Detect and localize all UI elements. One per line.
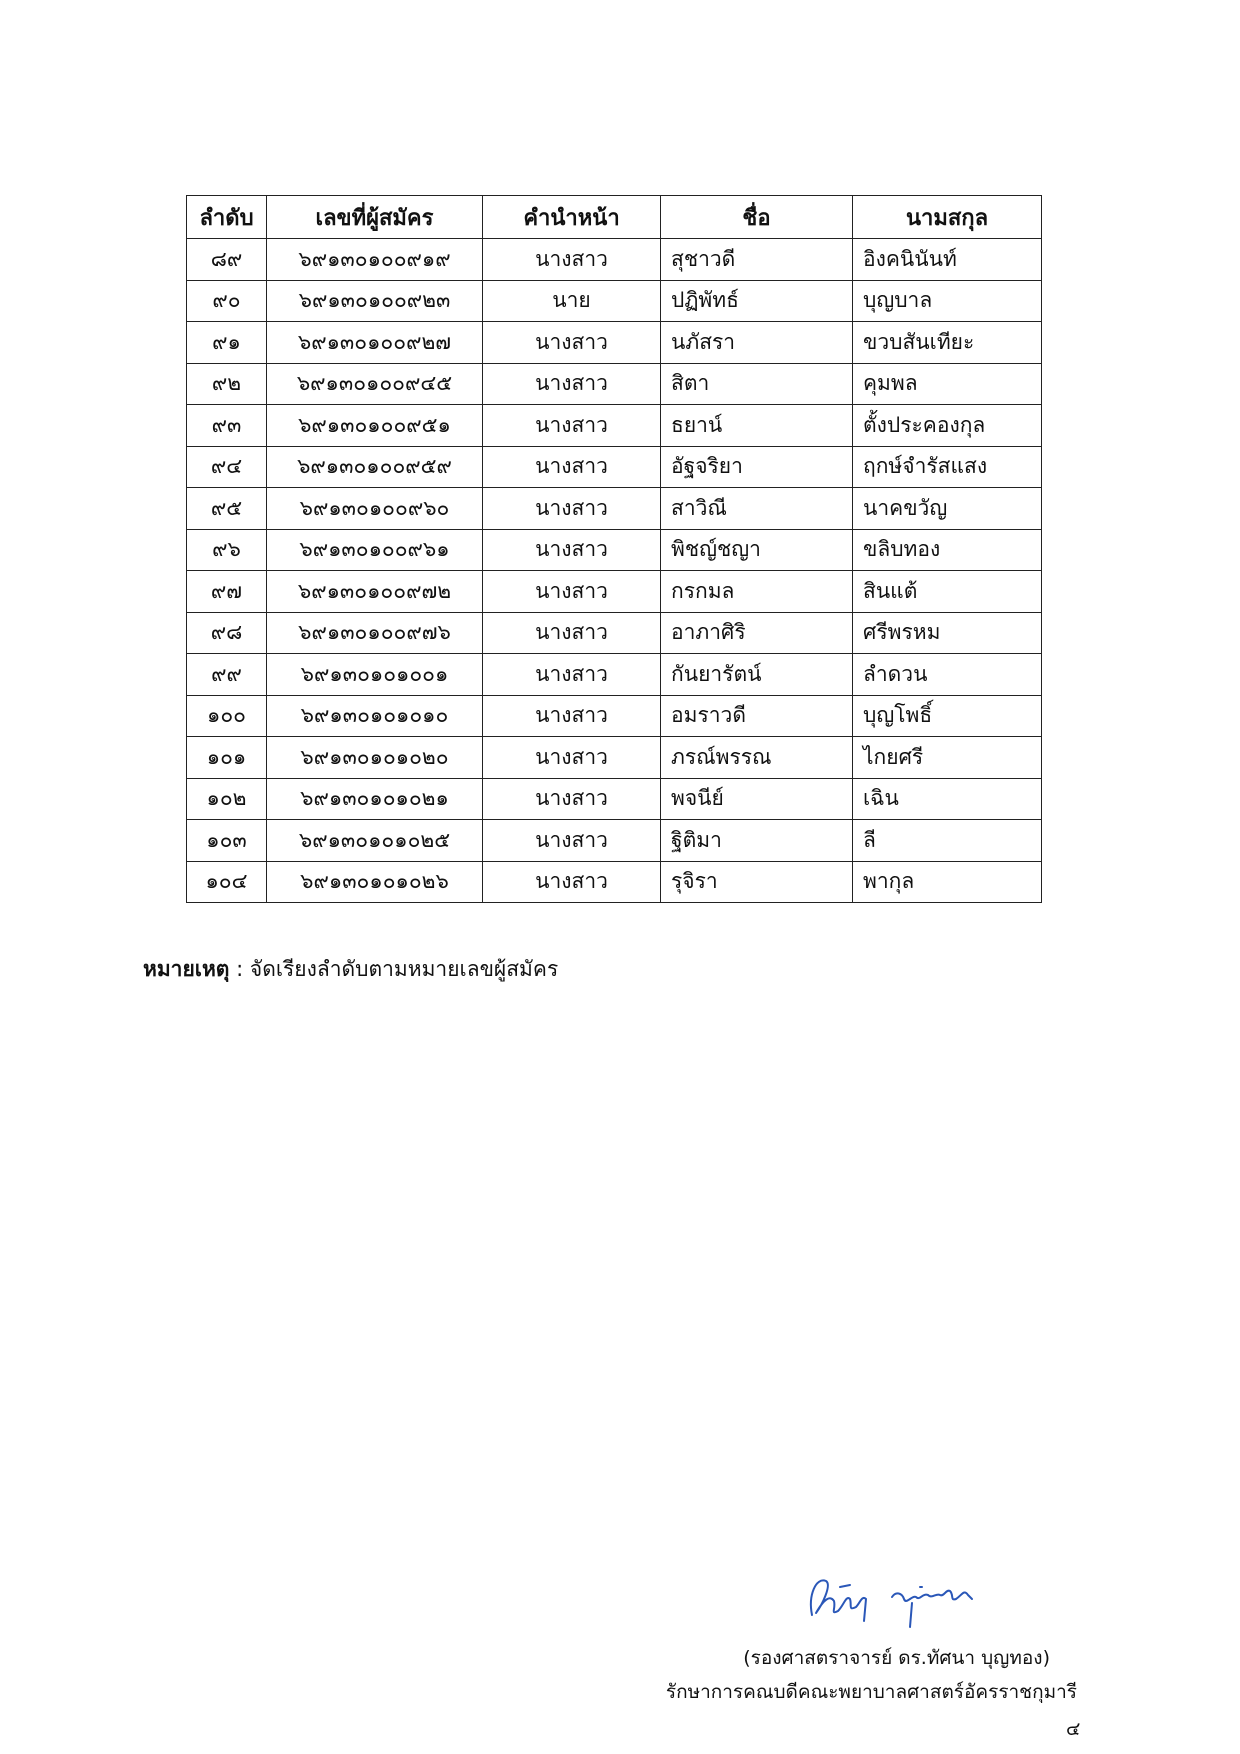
- table-row: [187, 820, 1042, 862]
- cell-last-name: อิงคนินันท์: [853, 239, 1042, 281]
- table-row: [187, 405, 1042, 447]
- cell-no: ๑๐๒: [187, 778, 267, 820]
- cell-applicant-id: ๖๙๑๓๐๑๐๐๙๕๑: [267, 405, 483, 447]
- cell-no: ๙๑: [187, 322, 267, 364]
- table-row: [187, 695, 1042, 737]
- cell-prefix: นาย: [483, 280, 661, 322]
- cell-prefix: นางสาว: [483, 778, 661, 820]
- cell-no: ๑๐๔: [187, 861, 267, 903]
- applicant-table: [186, 195, 1042, 903]
- cell-last-name: พากุล: [853, 861, 1042, 903]
- cell-prefix: นางสาว: [483, 737, 661, 779]
- cell-prefix: นางสาว: [483, 695, 661, 737]
- cell-no: ๙๔: [187, 446, 267, 488]
- cell-last-name: คุมพล: [853, 363, 1042, 405]
- cell-applicant-id: ๖๙๑๓๐๑๐๐๙๑๙: [267, 239, 483, 281]
- cell-applicant-id: ๖๙๑๓๐๑๐๐๙๗๒: [267, 571, 483, 613]
- cell-applicant-id: ๖๙๑๓๐๑๐๑๐๒๕: [267, 820, 483, 862]
- cell-no: ๙๓: [187, 405, 267, 447]
- cell-applicant-id: ๖๙๑๓๐๑๐๐๙๕๙: [267, 446, 483, 488]
- table-header-row: [187, 196, 1042, 239]
- table-row: [187, 239, 1042, 281]
- cell-first-name: พิชญ์ชญา: [661, 529, 853, 571]
- cell-applicant-id: ๖๙๑๓๐๑๐๐๙๒๓: [267, 280, 483, 322]
- cell-no: ๑๐๐: [187, 695, 267, 737]
- cell-prefix: นางสาว: [483, 239, 661, 281]
- signer-position: รักษาการคณบดีคณะพยาบาลศาสตร์อัครราชกุมารี: [665, 1681, 1077, 1703]
- cell-first-name: สาวิณี: [661, 488, 853, 530]
- cell-applicant-id: ๖๙๑๓๐๑๐๐๙๗๖: [267, 612, 483, 654]
- cell-prefix: นางสาว: [483, 571, 661, 613]
- table-row: [187, 363, 1042, 405]
- header-prefix: คำนำหน้า: [483, 196, 661, 239]
- cell-first-name: อาภาศิริ: [661, 612, 853, 654]
- cell-last-name: บุญบาล: [853, 280, 1042, 322]
- note: [143, 953, 558, 986]
- cell-no: ๙๘: [187, 612, 267, 654]
- cell-prefix: นางสาว: [483, 322, 661, 364]
- table-row: [187, 322, 1042, 364]
- table-row: [187, 737, 1042, 779]
- cell-first-name: สุชาวดี: [661, 239, 853, 281]
- cell-prefix: นางสาว: [483, 654, 661, 696]
- signer-name: (รองศาสตราจารย์ ดร.ทัศนา บุญทอง): [743, 1647, 1050, 1669]
- cell-first-name: อัฐจริยา: [661, 446, 853, 488]
- cell-prefix: นางสาว: [483, 861, 661, 903]
- cell-first-name: กรกมล: [661, 571, 853, 613]
- cell-no: ๑๐๑: [187, 737, 267, 779]
- cell-last-name: ลำดวน: [853, 654, 1042, 696]
- cell-last-name: ตั้งประคองกุล: [853, 405, 1042, 447]
- cell-prefix: นางสาว: [483, 820, 661, 862]
- cell-no: ๑๐๓: [187, 820, 267, 862]
- cell-no: ๙๗: [187, 571, 267, 613]
- cell-prefix: นางสาว: [483, 488, 661, 530]
- cell-first-name: นภัสรา: [661, 322, 853, 364]
- cell-no: ๙๖: [187, 529, 267, 571]
- table-row: [187, 654, 1042, 696]
- cell-last-name: ศรีพรหม: [853, 612, 1042, 654]
- cell-last-name: ขลิบทอง: [853, 529, 1042, 571]
- cell-last-name: นาคขวัญ: [853, 488, 1042, 530]
- cell-no: ๘๙: [187, 239, 267, 281]
- cell-applicant-id: ๖๙๑๓๐๑๐๑๐๑๐: [267, 695, 483, 737]
- cell-prefix: นางสาว: [483, 612, 661, 654]
- header-no: ลำดับ: [187, 196, 267, 239]
- signature-image: [800, 1565, 1000, 1635]
- cell-last-name: บุญโพธิ์: [853, 695, 1042, 737]
- table-row: [187, 280, 1042, 322]
- table-row: [187, 446, 1042, 488]
- cell-no: ๙๕: [187, 488, 267, 530]
- table-body: [187, 239, 1042, 903]
- cell-prefix: นางสาว: [483, 363, 661, 405]
- cell-applicant-id: ๖๙๑๓๐๑๐๑๐๒๐: [267, 737, 483, 779]
- cell-applicant-id: ๖๙๑๓๐๑๐๑๐๐๑: [267, 654, 483, 696]
- cell-first-name: สิตา: [661, 363, 853, 405]
- table-row: [187, 571, 1042, 613]
- note-separator: :: [229, 957, 250, 981]
- header-first-name: ชื่อ: [661, 196, 853, 239]
- table-row: [187, 778, 1042, 820]
- cell-no: ๙๒: [187, 363, 267, 405]
- cell-applicant-id: ๖๙๑๓๐๑๐๑๐๒๑: [267, 778, 483, 820]
- header-applicant-id: เลขที่ผู้สมัคร: [267, 196, 483, 239]
- cell-applicant-id: ๖๙๑๓๐๑๐๑๐๒๖: [267, 861, 483, 903]
- cell-first-name: ธยาน์: [661, 405, 853, 447]
- cell-first-name: กันยารัตน์: [661, 654, 853, 696]
- note-label: หมายเหตุ: [143, 957, 230, 981]
- cell-first-name: ปฏิพัทธ์: [661, 280, 853, 322]
- cell-applicant-id: ๖๙๑๓๐๑๐๐๙๖๑: [267, 529, 483, 571]
- cell-first-name: อมราวดี: [661, 695, 853, 737]
- cell-applicant-id: ๖๙๑๓๐๑๐๐๙๒๗: [267, 322, 483, 364]
- cell-first-name: พจนีย์: [661, 778, 853, 820]
- cell-prefix: นางสาว: [483, 446, 661, 488]
- cell-prefix: นางสาว: [483, 529, 661, 571]
- cell-prefix: นางสาว: [483, 405, 661, 447]
- cell-last-name: ขวบสันเทียะ: [853, 322, 1042, 364]
- cell-no: ๙๙: [187, 654, 267, 696]
- table-row: [187, 861, 1042, 903]
- cell-no: ๙๐: [187, 280, 267, 322]
- cell-first-name: ภรณ์พรรณ: [661, 737, 853, 779]
- cell-last-name: ลี: [853, 820, 1042, 862]
- cell-last-name: ไกยศรี: [853, 737, 1042, 779]
- cell-first-name: รุจิรา: [661, 861, 853, 903]
- table-row: [187, 488, 1042, 530]
- cell-applicant-id: ๖๙๑๓๐๑๐๐๙๔๕: [267, 363, 483, 405]
- cell-first-name: ฐิติมา: [661, 820, 853, 862]
- cell-last-name: เฉิน: [853, 778, 1042, 820]
- applicant-table-container: [186, 195, 1041, 903]
- page-number: ๔: [1066, 1718, 1081, 1740]
- note-text: จัดเรียงลำดับตามหมายเลขผู้สมัคร: [249, 957, 559, 981]
- cell-applicant-id: ๖๙๑๓๐๑๐๐๙๖๐: [267, 488, 483, 530]
- header-last-name: นามสกุล: [853, 196, 1042, 239]
- cell-last-name: ฤกษ์จำรัสแสง: [853, 446, 1042, 488]
- cell-last-name: สินแต้: [853, 571, 1042, 613]
- table-row: [187, 529, 1042, 571]
- table-row: [187, 612, 1042, 654]
